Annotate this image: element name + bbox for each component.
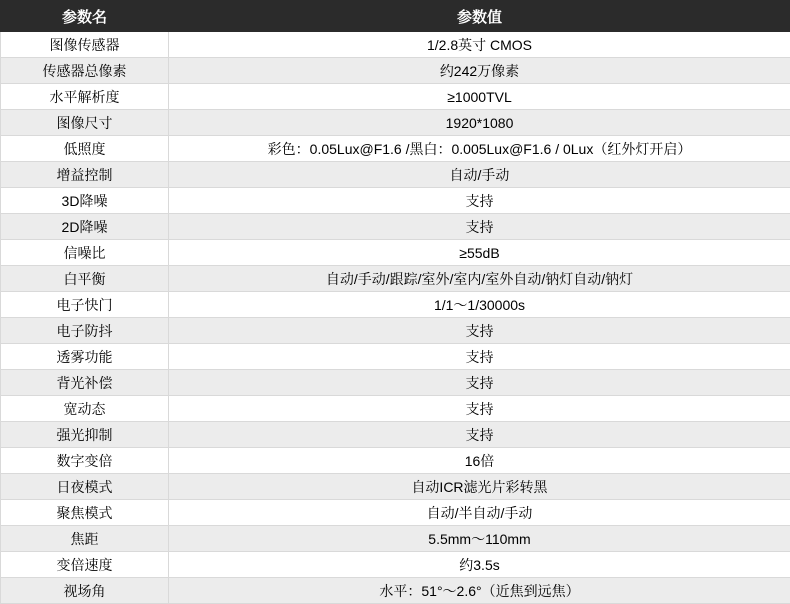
- parameter-value-cell: 自动/手动: [169, 162, 790, 188]
- parameter-name-cell: 强光抑制: [1, 422, 169, 448]
- parameter-value-cell: 约3.5s: [169, 552, 790, 578]
- parameter-name-cell: 透雾功能: [1, 344, 169, 370]
- parameter-name-cell: 2D降噪: [1, 214, 169, 240]
- table-row: [1, 266, 790, 292]
- table-row: [1, 58, 790, 84]
- table-row: [1, 188, 790, 214]
- parameter-value-cell: 支持: [169, 344, 790, 370]
- parameter-name-cell: 图像传感器: [1, 32, 169, 58]
- parameter-value-cell: 1920*1080: [169, 110, 790, 136]
- parameter-value-cell: 支持: [169, 370, 790, 396]
- table-row: [1, 84, 790, 110]
- parameter-value-cell: 5.5mm～110mm: [169, 526, 790, 552]
- column-header-name: 参数名: [1, 1, 169, 32]
- parameter-value-cell: 1/2.8英寸 CMOS: [169, 32, 790, 58]
- table-row: [1, 162, 790, 188]
- parameter-name-cell: 低照度: [1, 136, 169, 162]
- parameter-name-cell: 宽动态: [1, 396, 169, 422]
- column-header-value: 参数值: [169, 1, 790, 32]
- parameter-name-cell: 图像尺寸: [1, 110, 169, 136]
- parameter-value-cell: 自动/手动/跟踪/室外/室内/室外自动/钠灯自动/钠灯: [169, 266, 790, 292]
- parameter-value-cell: ≥1000TVL: [169, 84, 790, 110]
- table-header-row: [1, 1, 790, 32]
- table-row: [1, 110, 790, 136]
- table-row: [1, 526, 790, 552]
- table-row: [1, 500, 790, 526]
- parameter-name-cell: 变倍速度: [1, 552, 169, 578]
- table-row: [1, 474, 790, 500]
- parameter-name-cell: 焦距: [1, 526, 169, 552]
- parameter-name-cell: 白平衡: [1, 266, 169, 292]
- parameter-value-cell: 自动/半自动/手动: [169, 500, 790, 526]
- table-row: [1, 552, 790, 578]
- parameter-name-cell: 传感器总像素: [1, 58, 169, 84]
- parameter-value-cell: 支持: [169, 188, 790, 214]
- table-row: [1, 396, 790, 422]
- table-row: [1, 370, 790, 396]
- parameter-name-cell: 背光补偿: [1, 370, 169, 396]
- table-row: [1, 240, 790, 266]
- parameter-name-cell: 日夜模式: [1, 474, 169, 500]
- parameter-name-cell: 电子快门: [1, 292, 169, 318]
- table-row: [1, 448, 790, 474]
- parameter-value-cell: 水平：51°～2.6°（近焦到远焦）: [169, 578, 790, 604]
- parameter-value-cell: 彩色：0.05Lux@F1.6 /黑白：0.005Lux@F1.6 / 0Lux（红外灯开启）: [169, 136, 790, 162]
- table-row: [1, 292, 790, 318]
- table-row: [1, 214, 790, 240]
- parameter-name-cell: 视场角: [1, 578, 169, 604]
- table-header: [1, 1, 790, 32]
- parameter-value-cell: 约242万像素: [169, 58, 790, 84]
- table-row: [1, 344, 790, 370]
- parameter-value-cell: 支持: [169, 214, 790, 240]
- parameter-name-cell: 增益控制: [1, 162, 169, 188]
- table-row: [1, 318, 790, 344]
- parameter-value-cell: 支持: [169, 396, 790, 422]
- table-row: [1, 32, 790, 58]
- table-row: [1, 136, 790, 162]
- parameter-name-cell: 3D降噪: [1, 188, 169, 214]
- table-row: [1, 578, 790, 604]
- table-body: [1, 32, 790, 604]
- parameter-name-cell: 聚焦模式: [1, 500, 169, 526]
- parameter-name-cell: 数字变倍: [1, 448, 169, 474]
- parameter-value-cell: 支持: [169, 318, 790, 344]
- parameter-name-cell: 水平解析度: [1, 84, 169, 110]
- parameter-value-cell: ≥55dB: [169, 240, 790, 266]
- parameter-value-cell: 自动ICR滤光片彩转黑: [169, 474, 790, 500]
- parameter-name-cell: 信噪比: [1, 240, 169, 266]
- table-row: [1, 422, 790, 448]
- parameter-value-cell: 支持: [169, 422, 790, 448]
- parameter-value-cell: 16倍: [169, 448, 790, 474]
- parameter-name-cell: 电子防抖: [1, 318, 169, 344]
- parameter-value-cell: 1/1～1/30000s: [169, 292, 790, 318]
